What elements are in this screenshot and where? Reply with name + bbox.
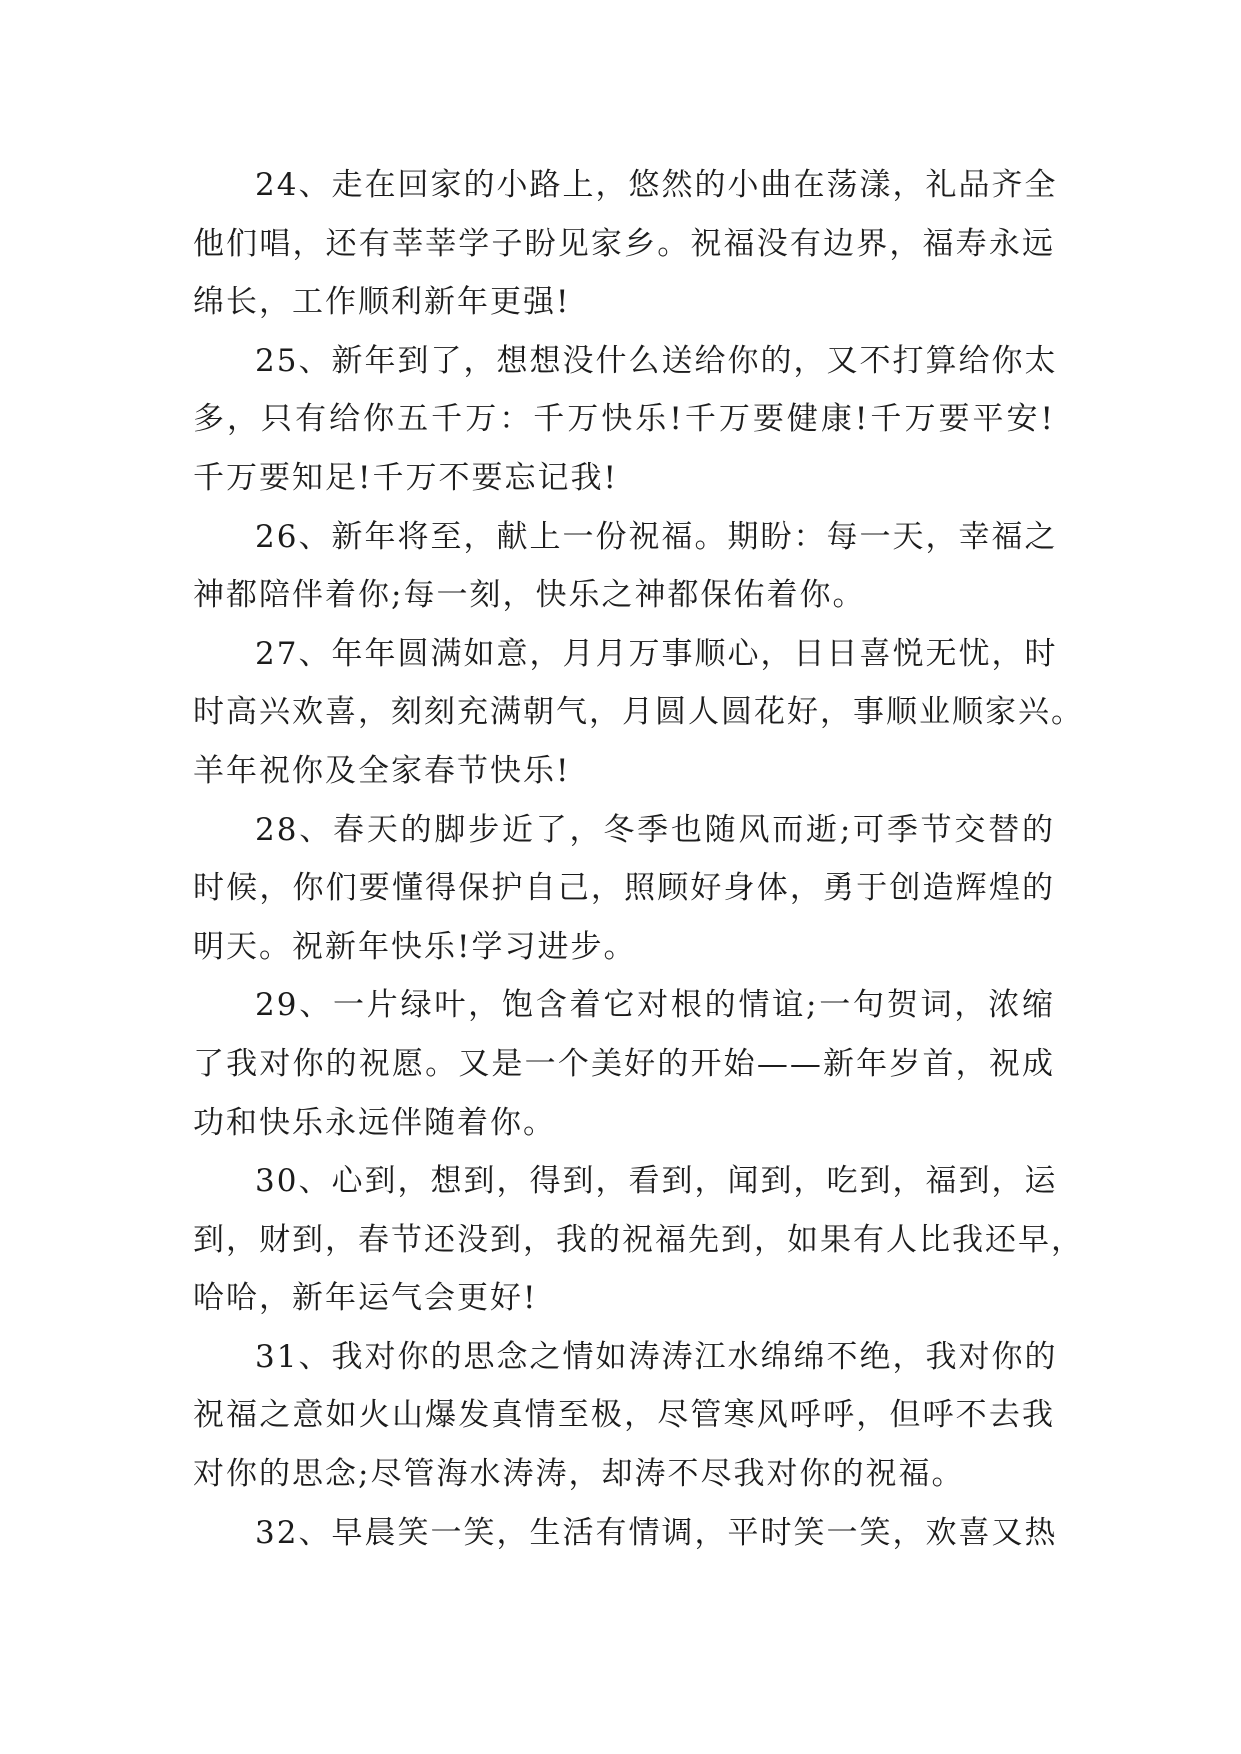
text-line: 30、心到，想到，得到，看到，闻到，吃到，福到，运 <box>255 1163 1058 1200</box>
text-line: 羊年祝你及全家春节快乐! <box>193 752 571 789</box>
text-line: 25、新年到了，想想没什么送给你的，又不打算给你太 <box>255 342 1058 379</box>
text-line: 千万要知足!千万不要忘记我! <box>193 459 618 496</box>
paragraph-27 <box>193 625 1084 801</box>
paragraph-30 <box>193 1152 1084 1328</box>
paragraph-29 <box>193 976 1055 1152</box>
paragraph-28 <box>193 801 1055 977</box>
text-line: 时高兴欢喜，刻刻充满朝气，月圆人圆花好，事顺业顺家兴。 <box>193 694 1084 731</box>
text-line: 功和快乐永远伴随着你。 <box>193 1104 556 1141</box>
paragraph-26 <box>193 508 1058 625</box>
text-line: 明天。祝新年快乐!学习进步。 <box>193 928 637 965</box>
text-line: 到，财到，春节还没到，我的祝福先到，如果有人比我还早， <box>193 1221 1084 1258</box>
text-line: 哈哈，新年运气会更好! <box>193 1280 538 1317</box>
paragraph-25 <box>193 332 1058 508</box>
body-text <box>193 156 1084 1562</box>
text-line: 32、早晨笑一笑，生活有情调，平时笑一笑，欢喜又热 <box>255 1514 1058 1551</box>
text-line: 28、春天的脚步近了，冬季也随风而逝;可季节交替的 <box>255 811 1055 848</box>
paragraph-24 <box>193 156 1058 332</box>
text-line: 26、新年将至，献上一份祝福。期盼：每一天，幸福之 <box>255 518 1058 555</box>
text-line: 他们唱，还有莘莘学子盼见家乡。祝福没有边界，福寿永远 <box>193 225 1055 262</box>
text-line: 对你的思念;尽管海水涛涛，却涛不尽我对你的祝福。 <box>193 1456 965 1493</box>
text-line: 祝福之意如火山爆发真情至极，尽管寒风呼呼，但呼不去我 <box>193 1397 1055 1434</box>
paragraph-32 <box>193 1504 1058 1563</box>
text-line: 29、一片绿叶，饱含着它对根的情谊;一句贺词，浓缩 <box>255 987 1055 1024</box>
paragraph-31 <box>193 1328 1058 1504</box>
text-line: 了我对你的祝愿。又是一个美好的开始——新年岁首，祝成 <box>193 1045 1055 1082</box>
text-line: 27、年年圆满如意，月月万事顺心，日日喜悦无忧，时 <box>255 635 1058 672</box>
text-line: 24、走在回家的小路上，悠然的小曲在荡漾，礼品齐全 <box>255 167 1058 203</box>
text-line: 绵长，工作顺利新年更强! <box>193 284 571 321</box>
text-line: 时候，你们要懂得保护自己，照顾好身体，勇于创造辉煌的 <box>193 870 1055 907</box>
text-line: 神都陪伴着你;每一刻，快乐之神都保佑着你。 <box>193 577 866 614</box>
text-line: 多，只有给你五千万：千万快乐!千万要健康!千万要平安! <box>193 401 1055 438</box>
text-line: 31、我对你的思念之情如涛涛江水绵绵不绝，我对你的 <box>255 1338 1058 1375</box>
